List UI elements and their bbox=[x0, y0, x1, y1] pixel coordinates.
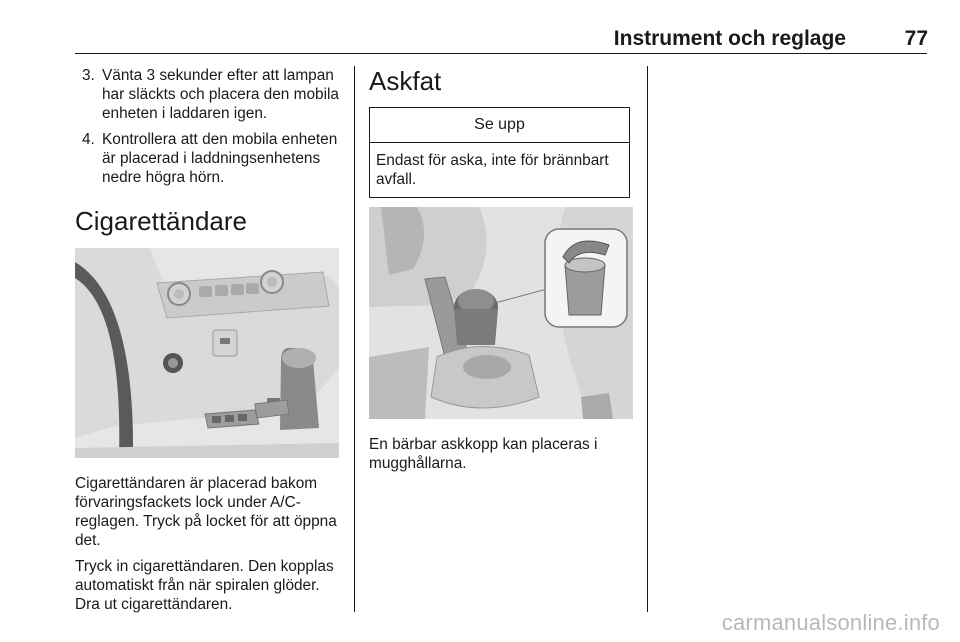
step-number: 4. bbox=[82, 131, 95, 148]
page-number: 77 bbox=[904, 27, 928, 50]
step-item bbox=[75, 130, 343, 187]
section-title-ashtray: Askfat bbox=[369, 66, 442, 96]
column-divider-left bbox=[354, 66, 355, 612]
header-title: Instrument och reglage bbox=[613, 27, 846, 50]
step-text: Kontrollera att den mobila enheten är placerad i laddningsenhetens nedre högra hörn. bbox=[102, 131, 338, 186]
instruction-steps bbox=[75, 66, 343, 187]
header-rule bbox=[75, 53, 927, 54]
left-column bbox=[75, 66, 343, 621]
ashtray-paragraph: En bärbar askkopp kan placeras i mugghållarna. bbox=[369, 436, 598, 472]
right-column bbox=[369, 66, 633, 480]
cigarette-lighter-paragraph-2: Tryck in cigarettändaren. Den kopplas automatiskt från när spiralen glöder. Dra ut cigarettändaren. bbox=[75, 558, 334, 613]
caution-title: Se upp bbox=[370, 108, 629, 143]
ashtray-illustration bbox=[369, 207, 633, 419]
caution-box bbox=[369, 107, 630, 198]
step-number: 3. bbox=[82, 67, 95, 84]
step-item bbox=[75, 66, 343, 123]
section-title-cigarette-lighter: Cigarettändare bbox=[75, 206, 247, 236]
watermark: carmanualsonline.info bbox=[721, 610, 940, 635]
cigarette-lighter-paragraph-1: Cigarettändaren är placerad bakom förvaringsfackets lock under A/C-reglagen. Tryck på locket för att öppna det. bbox=[75, 475, 337, 549]
column-divider-right bbox=[647, 66, 648, 612]
cigarette-lighter-illustration bbox=[75, 248, 339, 458]
caution-body: Endast för aska, inte för brännbart avfall. bbox=[376, 152, 609, 188]
step-text: Vänta 3 sekunder efter att lampan har släckts och placera den mobila enheten i laddaren igen. bbox=[102, 67, 339, 122]
